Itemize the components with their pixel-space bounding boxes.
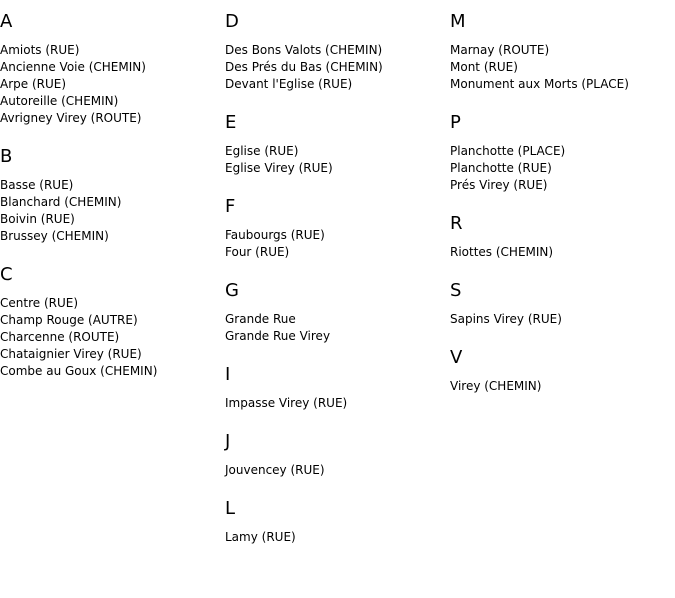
index-column xyxy=(450,10,670,413)
street-item: Lamy (RUE) xyxy=(225,530,296,544)
street-item: Ancienne Voie (CHEMIN) xyxy=(0,60,146,74)
street-item: Sapins Virey (RUE) xyxy=(450,312,562,326)
letter-heading: L xyxy=(225,498,236,519)
letter-heading: R xyxy=(450,213,463,234)
street-item: Eglise (RUE) xyxy=(225,144,299,158)
street-list xyxy=(450,378,670,395)
street-item: Arpe (RUE) xyxy=(0,77,67,91)
street-item: Chataignier Virey (RUE) xyxy=(0,347,142,361)
letter-heading: M xyxy=(450,11,466,32)
street-item: Devant l'Eglise (RUE) xyxy=(225,77,353,91)
letter-section xyxy=(225,279,445,345)
street-list xyxy=(225,395,445,412)
street-item: Des Prés du Bas (CHEMIN) xyxy=(225,60,383,74)
street-item: Basse (RUE) xyxy=(0,178,74,192)
street-list xyxy=(450,311,670,328)
street-item: Faubourgs (RUE) xyxy=(225,228,325,242)
street-item: Planchotte (PLACE) xyxy=(450,144,566,158)
street-item: Prés Virey (RUE) xyxy=(450,178,548,192)
street-item: Blanchard (CHEMIN) xyxy=(0,195,122,209)
street-item: Grande Rue xyxy=(225,312,296,326)
letter-heading: V xyxy=(450,347,463,368)
street-item: Four (RUE) xyxy=(225,245,290,259)
index-column xyxy=(225,10,445,564)
street-item: Impasse Virey (RUE) xyxy=(225,396,348,410)
letter-section xyxy=(450,346,670,395)
letter-section xyxy=(225,10,445,93)
street-list xyxy=(450,42,670,93)
letter-section xyxy=(0,145,220,245)
street-item: Planchotte (RUE) xyxy=(450,161,552,175)
street-item: Brussey (CHEMIN) xyxy=(0,229,109,243)
street-list xyxy=(0,42,220,127)
letter-heading: F xyxy=(225,196,236,217)
street-list xyxy=(0,177,220,245)
letter-section xyxy=(225,363,445,412)
street-item: Boivin (RUE) xyxy=(0,212,75,226)
letter-heading: A xyxy=(0,11,13,32)
street-list xyxy=(225,529,445,546)
street-list xyxy=(225,143,445,177)
letter-section xyxy=(225,195,445,261)
street-list xyxy=(450,244,670,261)
street-item: Champ Rouge (AUTRE) xyxy=(0,313,138,327)
letter-section xyxy=(0,263,220,380)
street-list xyxy=(225,462,445,479)
letter-heading: P xyxy=(450,112,461,133)
letter-heading: G xyxy=(225,280,239,301)
street-item: Combe au Goux (CHEMIN) xyxy=(0,364,158,378)
street-item: Des Bons Valots (CHEMIN) xyxy=(225,43,383,57)
street-item: Marnay (ROUTE) xyxy=(450,43,550,57)
street-item: Grande Rue Virey xyxy=(225,329,331,343)
letter-heading: I xyxy=(225,364,231,385)
street-item: Jouvencey (RUE) xyxy=(225,463,325,477)
letter-section xyxy=(225,430,445,479)
street-item: Centre (RUE) xyxy=(0,296,79,310)
street-item: Riottes (CHEMIN) xyxy=(450,245,554,259)
letter-heading: S xyxy=(450,280,462,301)
street-item: Virey (CHEMIN) xyxy=(450,379,542,393)
letter-heading: C xyxy=(0,264,13,285)
letter-section xyxy=(225,111,445,177)
letter-heading: B xyxy=(0,146,13,167)
street-list xyxy=(225,227,445,261)
street-item: Mont (RUE) xyxy=(450,60,518,74)
street-item: Amiots (RUE) xyxy=(0,43,80,57)
letter-section xyxy=(225,497,445,546)
letter-section xyxy=(450,279,670,328)
street-list xyxy=(225,311,445,345)
street-list xyxy=(0,295,220,380)
street-list xyxy=(225,42,445,93)
street-item: Autoreille (CHEMIN) xyxy=(0,94,119,108)
letter-section xyxy=(450,212,670,261)
letter-section xyxy=(450,111,670,194)
street-item: Charcenne (ROUTE) xyxy=(0,330,120,344)
letter-heading: D xyxy=(225,11,239,32)
index-column xyxy=(0,10,220,398)
street-item: Eglise Virey (RUE) xyxy=(225,161,333,175)
letter-section xyxy=(450,10,670,93)
street-item: Avrigney Virey (ROUTE) xyxy=(0,111,142,125)
letter-section xyxy=(0,10,220,127)
letter-heading: J xyxy=(225,431,231,452)
street-list xyxy=(450,143,670,194)
street-item: Monument aux Morts (PLACE) xyxy=(450,77,629,91)
letter-heading: E xyxy=(225,112,237,133)
